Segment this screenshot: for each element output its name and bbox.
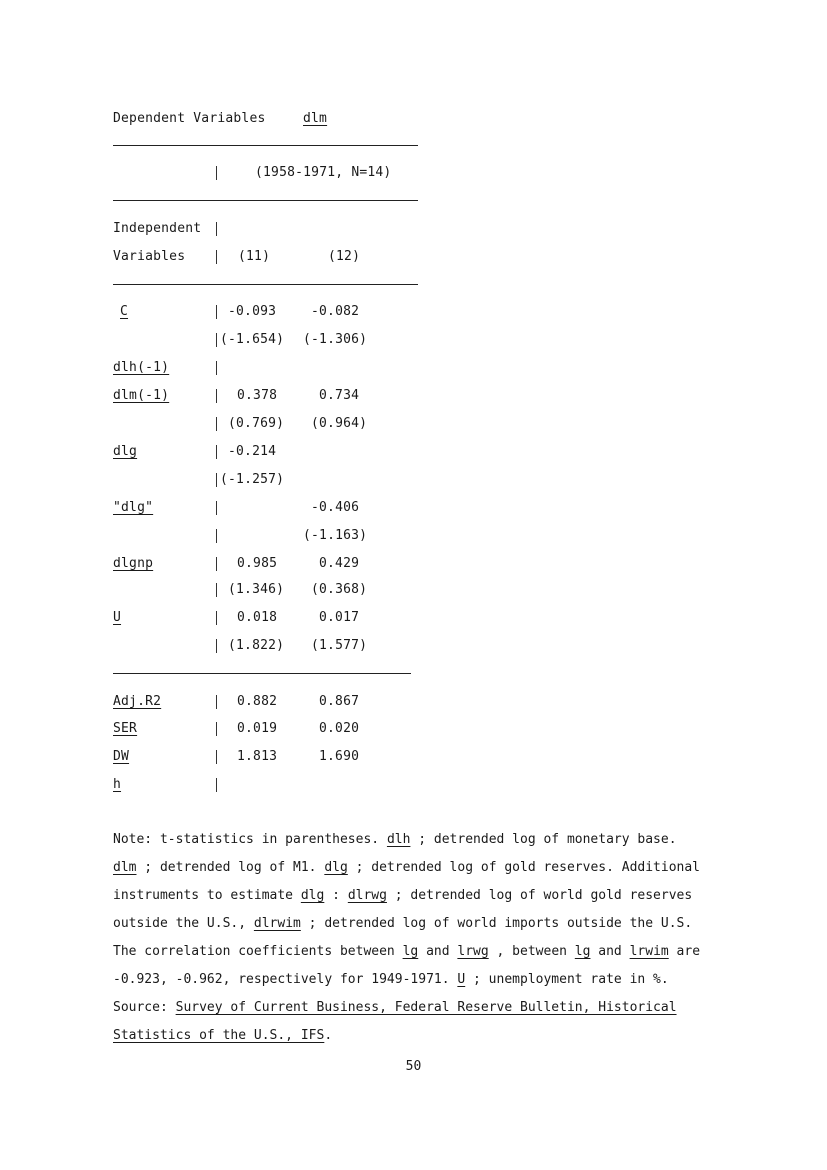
- note-text: outside the U.S.,: [113, 916, 254, 931]
- row-label: C: [120, 304, 129, 319]
- cell-col-12: 1.690: [319, 749, 360, 764]
- row-label: dlh(-1): [113, 360, 170, 375]
- rule-stats: [113, 673, 411, 674]
- note-line: [113, 994, 738, 1022]
- column-separator: [216, 501, 217, 515]
- column-separator: [216, 611, 217, 625]
- row-label: dlgnp: [113, 556, 154, 571]
- column-separator: [216, 389, 217, 403]
- note-text: -0.923, -0.962, respectively for 1949-1971.: [113, 972, 458, 987]
- table-note: [113, 826, 738, 1050]
- cell-col-11: 0.018: [237, 610, 278, 625]
- note-text: and: [418, 944, 458, 959]
- stat-label: DW: [113, 749, 130, 764]
- stat-label: h: [113, 777, 122, 792]
- note-line: [113, 910, 738, 938]
- cell-col-11: 0.378: [237, 388, 278, 403]
- stat-label: Adj.R2: [113, 694, 162, 709]
- cell-col-11: (-1.654): [220, 332, 285, 347]
- note-line: [113, 854, 738, 882]
- column-separator: [216, 557, 217, 571]
- cell-col-12: (1.577): [311, 638, 368, 653]
- note-variable: U: [457, 972, 466, 987]
- cell-col-12: 0.867: [319, 694, 360, 709]
- rule-top: [113, 145, 418, 146]
- note-text: .: [324, 1028, 333, 1043]
- column-separator: [216, 222, 217, 236]
- row-label: dlm(-1): [113, 388, 170, 403]
- note-text: , between: [488, 944, 575, 959]
- column-separator: [216, 750, 217, 764]
- dependent-variable-value: dlm: [303, 111, 328, 126]
- cell-col-12: (0.964): [311, 416, 368, 431]
- row-label: "dlg": [113, 500, 154, 515]
- cell-col-12: (-1.163): [303, 528, 368, 543]
- note-line: [113, 966, 738, 994]
- source-citation: Statistics of the U.S., IFS: [113, 1028, 325, 1043]
- cell-col-11: 0.985: [237, 556, 278, 571]
- cell-col-11: (0.769): [228, 416, 285, 431]
- cell-col-11: 0.882: [237, 694, 278, 709]
- note-text: ; detrended log of M1.: [136, 860, 325, 875]
- cell-col-11: (1.346): [228, 582, 285, 597]
- column-header-12: (12): [328, 249, 361, 264]
- note-text: are: [668, 944, 701, 959]
- note-variable: dlg: [300, 888, 325, 903]
- independent-label: Independent: [113, 221, 202, 236]
- stat-label: SER: [113, 721, 138, 736]
- note-variable: dlm: [113, 860, 137, 875]
- column-separator: [216, 333, 217, 347]
- cell-col-11: -0.093: [228, 304, 277, 319]
- cell-col-11: (-1.257): [220, 472, 285, 487]
- cell-col-11: 0.019: [237, 721, 278, 736]
- cell-col-12: (0.368): [311, 582, 368, 597]
- dependent-variables-label: Dependent Variables: [113, 111, 266, 126]
- column-separator: [216, 583, 217, 597]
- note-text: Note: t-statistics in parentheses.: [113, 832, 387, 847]
- cell-col-12: 0.734: [319, 388, 360, 403]
- note-text: instruments to estimate: [113, 888, 301, 903]
- cell-col-12: 0.017: [319, 610, 360, 625]
- column-separator: [216, 695, 217, 709]
- column-separator: [216, 778, 217, 792]
- note-line: [113, 882, 738, 910]
- page-number: 50: [405, 1059, 422, 1074]
- note-text: The correlation coefficients between: [113, 944, 403, 959]
- cell-col-11: 1.813: [237, 749, 278, 764]
- column-header-11: (11): [238, 249, 271, 264]
- note-variable: dlrwim: [253, 916, 301, 931]
- note-variable: lg: [574, 944, 591, 959]
- cell-col-12: -0.082: [311, 304, 360, 319]
- source-citation: Survey of Current Business, Federal Reserve Bulletin, Historical: [175, 1000, 677, 1015]
- variables-label: Variables: [113, 249, 186, 264]
- column-separator: [216, 445, 217, 459]
- row-label: U: [113, 610, 122, 625]
- note-line: [113, 1022, 738, 1050]
- sample-period: (1958-1971, N=14): [255, 165, 392, 180]
- cell-col-11: -0.214: [228, 444, 277, 459]
- column-separator: [216, 361, 217, 375]
- column-separator: [216, 639, 217, 653]
- cell-col-12: 0.429: [319, 556, 360, 571]
- column-separator: [216, 305, 217, 319]
- cell-col-12: 0.020: [319, 721, 360, 736]
- column-separator: [216, 250, 217, 264]
- column-separator: [216, 473, 217, 487]
- note-variable: dlrwg: [347, 888, 387, 903]
- row-label: dlg: [113, 444, 138, 459]
- note-text: Source:: [113, 1000, 176, 1015]
- note-text: ; unemployment rate in %.: [465, 972, 669, 987]
- cell-col-11: (1.822): [228, 638, 285, 653]
- note-line: [113, 938, 738, 966]
- note-variable: lg: [402, 944, 419, 959]
- column-separator: [216, 166, 217, 180]
- note-text: ; detrended log of monetary base.: [410, 832, 677, 847]
- column-separator: [216, 417, 217, 431]
- note-text: :: [324, 888, 348, 903]
- note-line: [113, 826, 738, 854]
- note-text: ; detrended log of world gold reserves: [386, 888, 693, 903]
- note-variable: dlh: [386, 832, 411, 847]
- note-variable: lrwim: [629, 944, 669, 959]
- note-text: and: [590, 944, 630, 959]
- note-variable: lrwg: [457, 944, 489, 959]
- note-variable: dlg: [324, 860, 348, 875]
- column-separator: [216, 529, 217, 543]
- rule-period: [113, 200, 418, 201]
- note-text: ; detrended log of gold reserves. Additional: [347, 860, 701, 875]
- column-separator: [216, 722, 217, 736]
- rule-header: [113, 284, 418, 285]
- note-text: ; detrended log of world imports outside the U.S.: [300, 916, 693, 931]
- cell-col-12: -0.406: [311, 500, 360, 515]
- cell-col-12: (-1.306): [303, 332, 368, 347]
